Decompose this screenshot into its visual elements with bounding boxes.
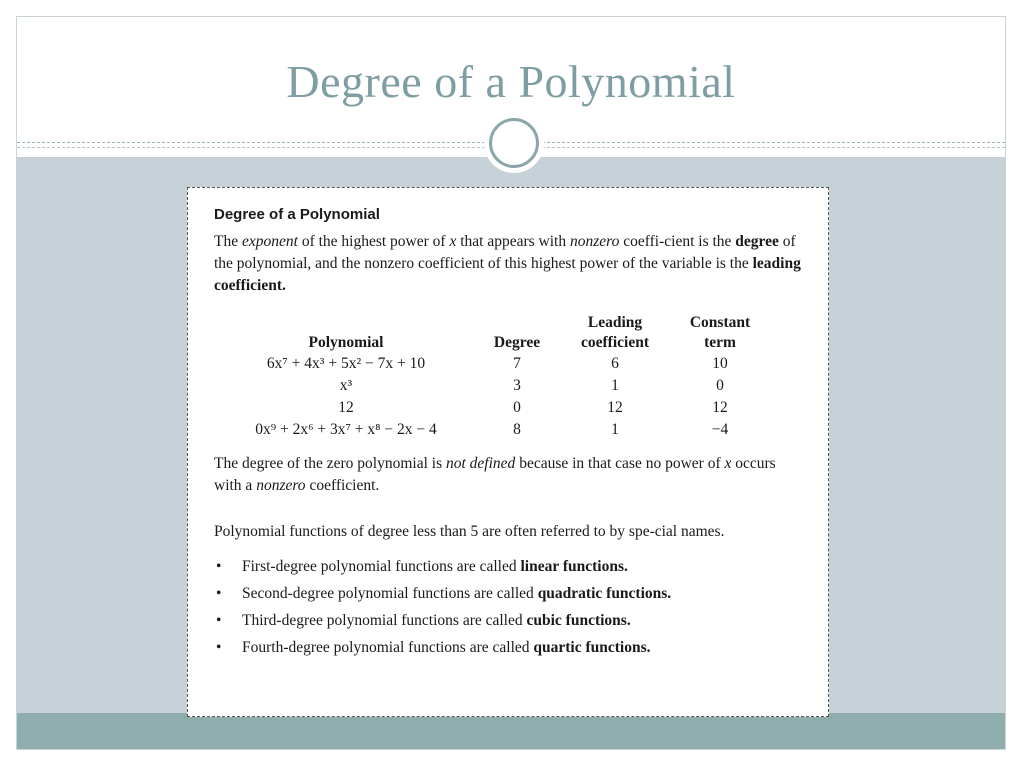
textbook-excerpt — [187, 187, 829, 717]
cell-polynomial: 6x⁷ + 4x³ + 5x² − 7x + 10 — [266, 355, 426, 372]
bullet-icon: • — [216, 639, 222, 656]
definition-emphasis: exponent — [241, 233, 298, 250]
bullet-icon: • — [216, 585, 222, 602]
cell-polynomial: 0x⁹ + 2x⁶ + 3x⁷ + x⁸ − 2x − 4 — [255, 421, 437, 438]
note-text: occurs with a — [214, 455, 776, 494]
cell-polynomial: x³ — [339, 377, 353, 394]
cell-leading: 6 — [611, 355, 619, 372]
table-row — [218, 419, 770, 441]
list-item-text: Second-degree polynomial functions are called — [242, 585, 538, 602]
cell-leading: 12 — [607, 399, 623, 416]
slide-title: Degree of a Polynomial — [286, 56, 736, 107]
definition-text: The — [214, 233, 242, 250]
cell-leading: 1 — [611, 421, 619, 438]
polynomial-table — [218, 313, 770, 441]
definition-term-leading: leading coefficient. — [214, 255, 801, 294]
list-item — [214, 580, 802, 607]
note-variable: x — [724, 455, 732, 472]
list-item-text: Third-degree polynomial functions are called — [242, 612, 527, 629]
cell-degree: 7 — [513, 355, 521, 372]
bullet-icon: • — [216, 612, 222, 629]
table-header-row — [218, 313, 770, 353]
list-item-term: quartic functions. — [533, 639, 651, 656]
footer-bar — [17, 713, 1005, 749]
cell-leading: 1 — [611, 377, 619, 394]
definition-emphasis: nonzero — [570, 233, 620, 250]
note-text: The degree of the zero polynomial is — [214, 455, 446, 472]
note-text: because in that case no power of — [515, 455, 725, 472]
cell-constant: 10 — [712, 355, 728, 372]
note-text: coefficient. — [305, 477, 380, 494]
definition-paragraph — [214, 231, 802, 297]
slide — [16, 16, 1006, 750]
list-item-term: quadratic functions. — [537, 585, 672, 602]
table-row — [218, 353, 770, 375]
header-leading: Leading coefficient — [581, 314, 649, 351]
header-polynomial: Polynomial — [308, 334, 384, 351]
header-constant: Constant term — [689, 314, 751, 351]
note-emphasis: not defined — [446, 455, 516, 472]
header-degree: Degree — [493, 334, 541, 351]
definition-text: of the polynomial, and the nonzero coefficient of this highest power of the variable is the — [214, 233, 796, 272]
cell-degree: 3 — [513, 377, 521, 394]
table-row — [218, 375, 770, 397]
cell-degree: 8 — [513, 421, 521, 438]
cell-constant: 12 — [712, 399, 728, 416]
ornament-circle-icon — [489, 118, 539, 168]
cell-constant: 0 — [716, 377, 724, 394]
definition-text: coeffi-cient is the — [619, 233, 736, 250]
special-names-list — [214, 553, 802, 661]
definition-term-degree: degree — [735, 233, 779, 250]
special-names-intro: Polynomial functions of degree less than 5 are often referred to by spe-cial names. — [214, 523, 725, 540]
cell-polynomial: 12 — [338, 399, 354, 416]
excerpt-heading: Degree of a Polynomial — [214, 206, 380, 223]
definition-text: that appears with — [456, 233, 570, 250]
list-item-text: First-degree polynomial functions are called — [242, 558, 521, 575]
list-item-term: cubic functions. — [526, 612, 631, 629]
zero-polynomial-note — [214, 453, 802, 497]
bullet-icon: • — [216, 558, 222, 575]
cell-degree: 0 — [513, 399, 521, 416]
note-emphasis: nonzero — [256, 477, 306, 494]
table-row — [218, 397, 770, 419]
cell-constant: −4 — [711, 421, 729, 438]
list-item-term: linear functions. — [520, 558, 628, 575]
list-item — [214, 634, 802, 661]
list-item-text: Fourth-degree polynomial functions are called — [242, 639, 534, 656]
list-item — [214, 607, 802, 634]
definition-variable: x — [449, 233, 457, 250]
definition-text: of the highest power of — [297, 233, 450, 250]
list-item — [214, 553, 802, 580]
